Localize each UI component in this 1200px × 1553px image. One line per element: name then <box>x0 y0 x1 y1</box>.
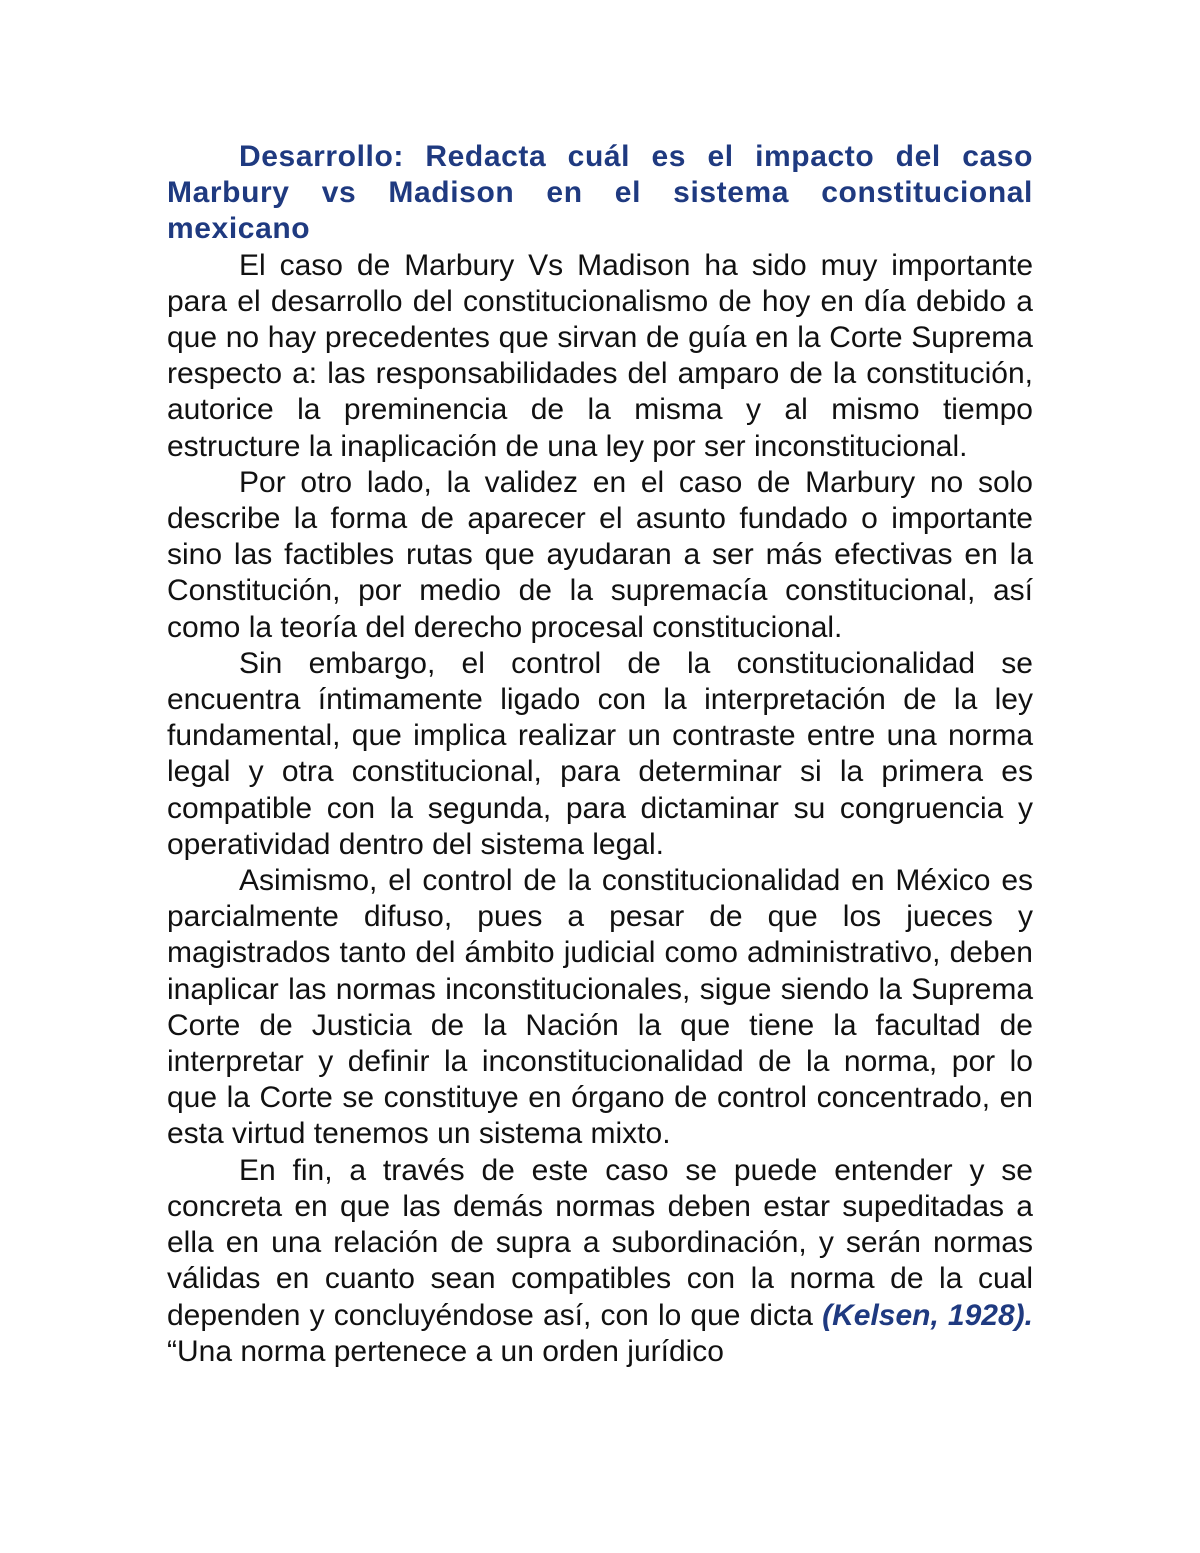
body-paragraph-last <box>167 1153 1033 1370</box>
body-paragraph: Por otro lado, la validez en el caso de Marbury no solo describe la forma de aparecer el asunto fundado o importante sino las factibles rutas que ayudaran a ser más efectivas en la Constitución, por medio de la supremacía constitucional, así como la teoría del derecho procesal constitucional. <box>167 465 1033 644</box>
body-paragraph: Asimismo, el control de la constitucionalidad en México es parcialmente difuso, pues a pesar de que los jueces y magistrados tanto del ámbito judicial como administrativo, deben inaplicar las normas inconstitucionales, sigue siendo la Suprema Corte de Justicia de la Nación la que tiene la facultad de interpretar y definir la inconstitucionalidad de la norma, por lo que la Corte se constituye en órgano de control concentrado, en esta virtud tenemos un sistema mixto. <box>167 864 1033 1151</box>
heading-label: Desarrollo: <box>239 140 404 173</box>
paragraph-text: En fin, a través de este caso se puede entender y se concreta en que las demás normas deben estar supeditadas a ella en una relación de supra a subordinación, y serán normas válidas en cuanto sean compatibles con la norma de la cual dependen y concluyéndose así, con lo que dicta <box>167 1153 1033 1332</box>
body-paragraph: El caso de Marbury Vs Madison ha sido muy importante para el desarrollo del constitucionalismo de hoy en día debido a que no hay precedentes que sirvan de guía en la Corte Suprema respecto a: las responsabilidades del amparo de la constitución, autorice la preminencia de la misma y al mismo tiempo estructure la inaplicación de una ley por ser inconstitucional. <box>167 248 1033 463</box>
body-paragraph: Sin embargo, el control de la constitucionalidad se encuentra íntimamente ligado con la interpretación de la ley fundamental, que implica realizar un contraste entre una norma legal y otra constitucional, para determinar si la primera es compatible con la segunda, para dictaminar su congruencia y operatividad dentro del sistema legal. <box>167 646 1033 861</box>
quote-text: “Una norma pertenece a un orden jurídico <box>167 1334 724 1368</box>
heading-text: Redacta cuál es el impacto del caso Marbury vs Madison en el sistema constitucional mexicano <box>167 140 1033 246</box>
citation: (Kelsen, 1928). <box>822 1298 1034 1332</box>
document-page <box>167 139 1033 1370</box>
section-heading <box>167 139 1033 248</box>
